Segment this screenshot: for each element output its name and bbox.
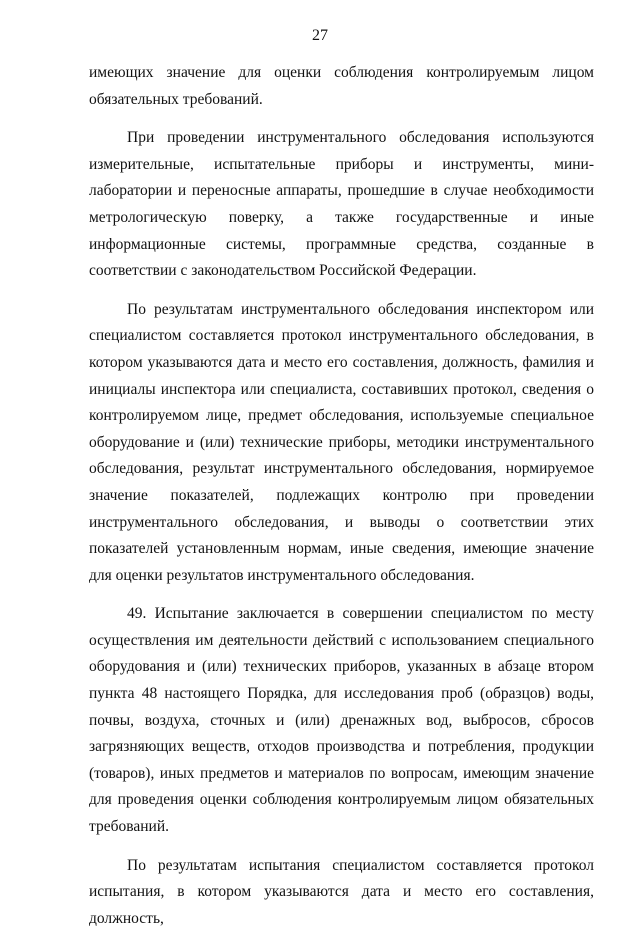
paragraph-instrumental-tools: При проведении инструментального обследования используются измерительные, испытательные приборы и инструменты, мини-лаборатории и переносные аппараты, прошедшие в случае необходимости метрологическую поверку, а также государственные и иные информационные системы, программные средства, созданные в соответствии с законодательством Российской Федерации. — [89, 129, 594, 280]
paragraph-continuation: имеющих значение для оценки соблюдения контролируемым лицом обязательных требований. — [89, 64, 594, 108]
paragraph-testing-protocol: По результатам испытания специалистом составляется протокол испытания, в котором указываются дата и место его составления, должность, — [89, 856, 594, 927]
page-number: 27 — [312, 27, 328, 44]
paragraph-instrumental-protocol: По результатам инструментального обследования инспектором или специалистом составляется протокол инструментального обследования, в котором указываются дата и место его составления, должность, фамилия и инициалы инспектора или специалиста, составивших протокол, сведения о контролируемом лице, предмет обследования, используемые специальное оборудование и (или) технические приборы, методики инструментального обследования, результат инструментального обследования, нормируемое значение показателей, подлежащих контролю при проведении инструментального обследования, и выводы о соответствии этих показателей установленным нормам, иные сведения, имеющие значение для оценки результатов инструментального обследования. — [89, 300, 594, 584]
paragraph-item-49-testing: 49. Испытание заключается в совершении специалистом по месту осуществления им деятельности действий с использованием специального оборудования и (или) технических приборов, указанных в абзаце втором пункта 48 настоящего Порядка, для исследования проб (образцов) воды, почвы, воздуха, сточных и (или) дренажных вод, выбросов, сбросов загрязняющих веществ, отходов производства и потребления, продукции (товаров), иных предметов и материалов по вопросам, имеющим значение для проведения оценки соблюдения контролируемым лицом обязательных требований. — [89, 605, 594, 836]
document-body — [89, 60, 594, 932]
